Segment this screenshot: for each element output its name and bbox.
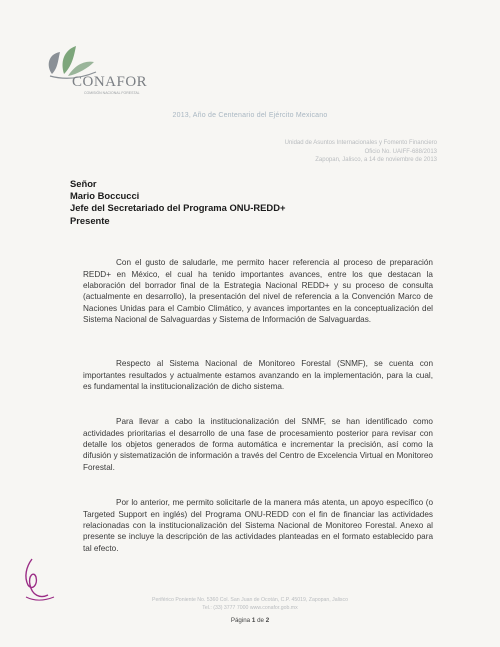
recipient-title: Jefe del Secretariado del Programa ONU-REDD+ <box>70 202 286 214</box>
page-current: 1 <box>251 617 256 624</box>
reference-unit: Unidad de Asuntos Internacionales y Fomento Financiero <box>284 140 437 146</box>
body-paragraph-1: Con el gusto de saludarle, me permito hacer referencia al proceso de preparación REDD+ en México, el cual ha tenido importantes avances, entre los que destacan la elaboración del borrador final de la Estrategia Nacional REDD+ y su proceso de consulta (actualmente en desarrollo), la presentación del nivel de referencia a la Convención Marco de Naciones Unidas para el Cambio Climático, y avances importantes en la conceptualización del Sistema Nacional de Salvaguardas y Sistema de Información de Salvaguardas. <box>83 258 433 325</box>
salutation: Señor <box>70 178 97 189</box>
body-paragraph-2: Respecto al Sistema Nacional de Monitoreo Forestal (SNMF), se cuenta con importantes resultados y actualmente estamos avanzando en la implementación, para la cual, es fundamental la institucionalización de dicho sistema. <box>83 359 433 391</box>
conafor-logo <box>44 44 164 102</box>
page-prefix: Página <box>230 617 251 624</box>
addressee-block <box>70 178 285 227</box>
presente: Presente <box>70 214 110 226</box>
footer-address-line-2: Tel.: (33) 3777 7000 www.conafor.gob.mx <box>202 605 298 611</box>
reference-date: Zapopan, Jalisco, a 14 de noviembre de 2013 <box>315 157 437 164</box>
logo-text: CONAFOR <box>72 74 148 90</box>
page-total: 2 <box>265 617 270 624</box>
recipient-name: Mario Boccucci <box>70 190 140 202</box>
footer-address-line-1: Periférico Poniente No. 5360 Col. San Juan de Ocotán, C.P. 45019, Zapopan, Jalisco <box>152 597 348 603</box>
reference-number: Oficio No. UAIFF-688/2013 <box>364 148 437 155</box>
page-separator: de <box>257 617 264 624</box>
body-paragraph-3: Para llevar a cabo la institucionalización del SNMF, se han identificado como actividades prioritarias el desarrollo de una fase de procesamiento posterior para revisar con detalle los objetos generados de forma automática e incrementar la precisión, así como la difusión y sistematización de información a través del Centro de Excelencia Virtual en Monitoreo Forestal. <box>83 417 433 472</box>
year-motto: 2013, Año de Centenario del Ejército Mexicano <box>172 112 328 119</box>
body-paragraph-4: Por lo anterior, me permito solicitarle de la manera más atenta, un apoyo específico (o Targeted Support en inglés) del Programa ONU-REDD con el fin de financiar las actividades relacionadas con la institucionalización del Sistema Nacional de Monitoreo Forestal. Anexo al presente se incluye la descripción de las actividades planteadas en el formato establecido para tal efecto. <box>83 498 433 553</box>
page-number <box>0 617 500 624</box>
reference-block <box>227 139 437 165</box>
footer-address <box>0 596 500 612</box>
logo-subtitle: COMISIÓN NACIONAL FORESTAL <box>84 91 140 95</box>
